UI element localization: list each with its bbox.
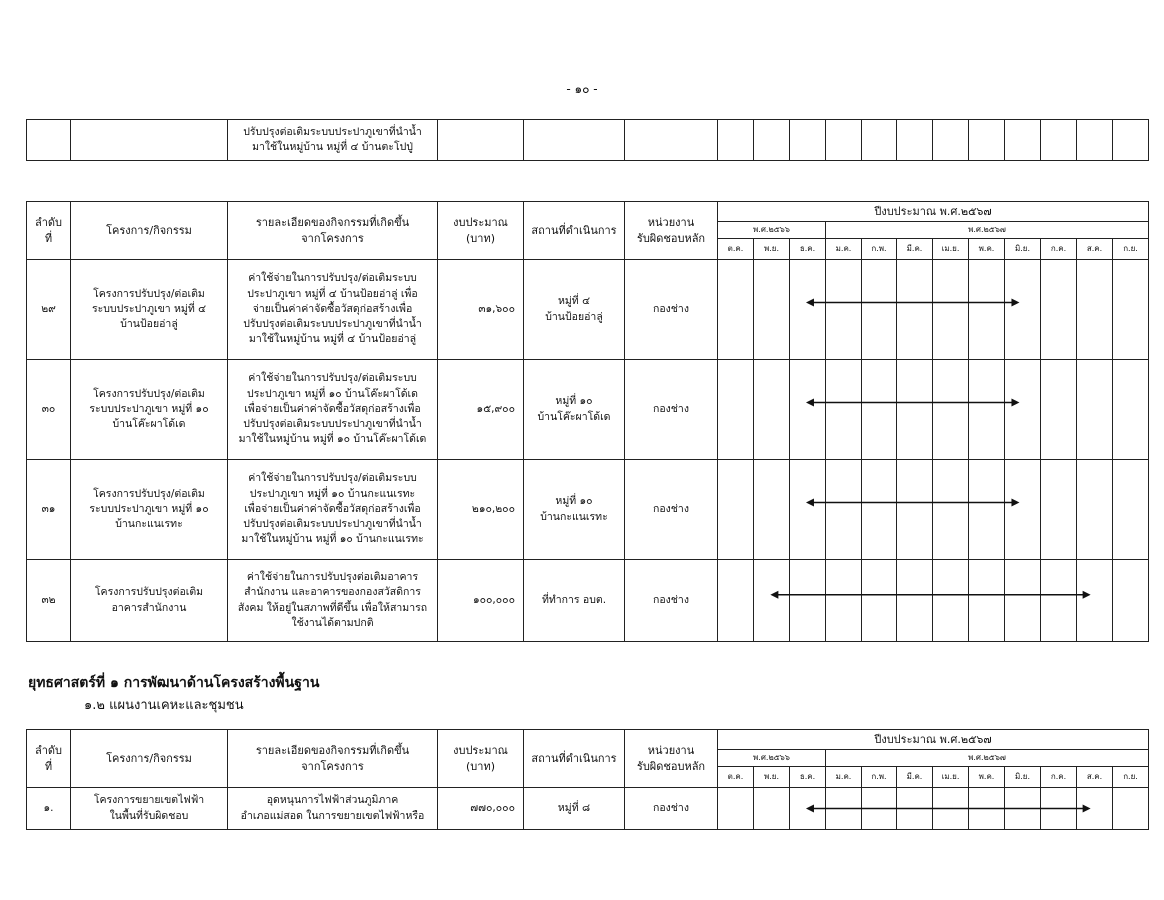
month-cell <box>790 788 826 830</box>
month-cell <box>1077 260 1113 360</box>
month-cell <box>933 360 969 460</box>
header-year-a: พ.ศ.๒๕๖๖ <box>718 750 826 767</box>
month-cell <box>862 260 897 360</box>
month-cell <box>933 260 969 360</box>
month-cell <box>790 560 826 642</box>
header-no: ลำดับ ที่ <box>27 730 71 788</box>
month-cell <box>826 260 862 360</box>
month-header: เม.ย. <box>933 767 969 788</box>
month-cell <box>1077 560 1113 642</box>
header-row <box>27 202 1149 222</box>
plan-table <box>26 729 1149 830</box>
month-header: ก.พ. <box>862 239 897 260</box>
month-cell <box>1041 788 1077 830</box>
header-year-b: พ.ศ.๒๕๖๗ <box>826 222 1149 239</box>
row-unit: กองช่าง <box>625 788 718 830</box>
month-cell <box>1005 260 1041 360</box>
row-unit: กองช่าง <box>625 360 718 460</box>
month-cell <box>1077 360 1113 460</box>
header-no: ลำดับ ที่ <box>27 202 71 260</box>
month-cell <box>862 360 897 460</box>
month-header: มิ.ย. <box>1005 767 1041 788</box>
month-header: พ.ค. <box>969 239 1005 260</box>
month-cell <box>754 560 790 642</box>
header-budget: งบประมาณ (บาท) <box>438 730 524 788</box>
month-cell <box>1005 460 1041 560</box>
month-cell <box>862 788 897 830</box>
row-budget: ๑๕,๙๐๐ <box>438 360 524 460</box>
continued-detail: ปรับปรุงต่อเติมระบบประปาภูเขาที่นำน้ำ มาใช้ในหมู่บ้าน หมู่ที่ ๔ บ้านตะโปปู่ <box>228 120 438 161</box>
month-header: มี.ค. <box>897 239 933 260</box>
project-row <box>27 360 1149 460</box>
month-header: พ.ย. <box>754 767 790 788</box>
month-header: ธ.ค. <box>790 767 826 788</box>
header-row <box>27 730 1149 750</box>
row-project: โครงการปรับปรุง/ต่อเติม ระบบประปาภูเขา หมู่ที่ ๑๐ บ้านกะแนเรทะ <box>71 460 228 560</box>
row-location: ที่ทำการ อบต. <box>524 560 625 642</box>
month-cell <box>969 788 1005 830</box>
month-header: ธ.ค. <box>790 239 826 260</box>
month-header: ส.ค. <box>1077 767 1113 788</box>
header-fiscal-year: ปีงบประมาณ พ.ศ.๒๕๖๗ <box>718 202 1149 222</box>
row-budget: ๗๗๐,๐๐๐ <box>438 788 524 830</box>
header-unit: หน่วยงาน รับผิดชอบหลัก <box>625 730 718 788</box>
month-cell <box>1041 460 1077 560</box>
month-cell <box>1113 260 1149 360</box>
month-header: ก.ย. <box>1113 767 1149 788</box>
month-cell <box>790 260 826 360</box>
month-cell <box>897 560 933 642</box>
month-cell <box>897 460 933 560</box>
project-table <box>26 201 1149 642</box>
row-no: ๑. <box>27 788 71 830</box>
header-budget: งบประมาณ (บาท) <box>438 202 524 260</box>
row-detail: อุดหนุนการไฟฟ้าส่วนภูมิภาค อำเภอแม่สอด ในการขยายเขตไฟฟ้าหรือ <box>228 788 438 830</box>
month-header: ก.ค. <box>1041 767 1077 788</box>
page-number: - ๑๐ - <box>566 82 598 96</box>
month-cell <box>826 460 862 560</box>
month-header: ม.ค. <box>826 767 862 788</box>
month-header: มิ.ย. <box>1005 239 1041 260</box>
header-location: สถานที่ดำเนินการ <box>524 730 625 788</box>
month-cell <box>790 360 826 460</box>
header-detail: รายละเอียดของกิจกรรมที่เกิดขึ้น จากโครงการ <box>228 202 438 260</box>
row-detail: ค่าใช้จ่ายในการปรับปรุง/ต่อเติมระบบ ประปาภูเขา หมู่ที่ ๑๐ บ้านโค๊ะผาโด้เด เพื่อจ่ายเป็นค่าค่าจัดซื้อวัสดุก่อสร้างเพื่อ ปรับปรุงต่อเติมระบบประปาภูเขาที่นำน้ำ มาใช้ในหมู่บ้าน หมู่ที่ ๑๐ บ้านโค๊ะผาโด้เด <box>228 360 438 460</box>
month-header: ต.ค. <box>718 239 754 260</box>
month-cell <box>718 360 754 460</box>
row-detail: ค่าใช้จ่ายในการปรับปรุงต่อเติมอาคาร สำนักงาน และอาคารของกองสวัสดิการ สังคม ให้อยู่ในสภาพที่ดีขึ้น เพื่อให้สามารถ ใช้งานได้ตามปกติ <box>228 560 438 642</box>
month-cell <box>1113 788 1149 830</box>
row-budget: ๓๑,๖๐๐ <box>438 260 524 360</box>
month-header: เม.ย. <box>933 239 969 260</box>
month-cell <box>1041 560 1077 642</box>
month-cell <box>933 560 969 642</box>
month-header: ก.พ. <box>862 767 897 788</box>
month-header: มี.ค. <box>897 767 933 788</box>
month-cell <box>1113 560 1149 642</box>
month-cell <box>1041 360 1077 460</box>
month-cell <box>826 560 862 642</box>
month-cell <box>718 560 754 642</box>
header-detail: รายละเอียดของกิจกรรมที่เกิดขึ้น จากโครงการ <box>228 730 438 788</box>
month-cell <box>897 260 933 360</box>
header-project: โครงการ/กิจกรรม <box>71 730 228 788</box>
month-cell <box>1005 560 1041 642</box>
row-unit: กองช่าง <box>625 460 718 560</box>
month-cell <box>1077 788 1113 830</box>
row-project: โครงการปรับปรุง/ต่อเติม ระบบประปาภูเขา หมู่ที่ ๑๐ บ้านโค๊ะผาโด้เด <box>71 360 228 460</box>
header-year-a: พ.ศ.๒๕๖๖ <box>718 222 826 239</box>
project-row <box>27 788 1149 830</box>
header-location: สถานที่ดำเนินการ <box>524 202 625 260</box>
row-no: ๒๙ <box>27 260 71 360</box>
row-location: หมู่ที่ ๔ บ้านป้อยอ่าลู่ <box>524 260 625 360</box>
month-header: ส.ค. <box>1077 239 1113 260</box>
month-cell <box>969 260 1005 360</box>
row-detail: ค่าใช้จ่ายในการปรับปรุง/ต่อเติมระบบ ประปาภูเขา หมู่ที่ ๔ บ้านป้อยอ่าลู่ เพื่อ จ่ายเป็นค่าค่าจัดซื้อวัสดุก่อสร้างเพื่อ ปรับปรุงต่อเติมระบบประปาภูเขาที่นำน้ำ มาใช้ในหมู่บ้าน หมู่ที่ ๔ บ้านป้อยอ่าลู่ <box>228 260 438 360</box>
project-row <box>27 560 1149 642</box>
header-year-b: พ.ศ.๒๕๖๗ <box>826 750 1149 767</box>
month-header: พ.ค. <box>969 767 1005 788</box>
month-cell <box>933 788 969 830</box>
continued-table <box>26 119 1149 161</box>
month-cell <box>933 460 969 560</box>
header-unit: หน่วยงาน รับผิดชอบหลัก <box>625 202 718 260</box>
month-cell <box>1113 460 1149 560</box>
month-header: ต.ค. <box>718 767 754 788</box>
month-header: ม.ค. <box>826 239 862 260</box>
row-unit: กองช่าง <box>625 260 718 360</box>
month-cell <box>1041 260 1077 360</box>
project-row <box>27 260 1149 360</box>
month-cell <box>826 360 862 460</box>
row-project: โครงการปรับปรุง/ต่อเติม ระบบประปาภูเขา หมู่ที่ ๔ บ้านป้อยอ่าลู่ <box>71 260 228 360</box>
month-cell <box>1113 360 1149 460</box>
month-header: พ.ย. <box>754 239 790 260</box>
row-no: ๓๒ <box>27 560 71 642</box>
month-cell <box>1005 360 1041 460</box>
month-cell <box>1005 788 1041 830</box>
continued-row <box>27 120 1149 161</box>
month-cell <box>826 788 862 830</box>
month-cell <box>969 460 1005 560</box>
month-cell <box>718 460 754 560</box>
header-fiscal-year: ปีงบประมาณ พ.ศ.๒๕๖๗ <box>718 730 1149 750</box>
month-cell <box>790 460 826 560</box>
month-cell <box>897 788 933 830</box>
row-detail: ค่าใช้จ่ายในการปรับปรุง/ต่อเติมระบบ ประปาภูเขา หมู่ที่ ๑๐ บ้านกะแนเรทะ เพื่อจ่ายเป็นค่าค่าจัดซื้อวัสดุก่อสร้างเพื่อ ปรับปรุงต่อเติมระบบประปาภูเขาที่นำน้ำ มาใช้ในหมู่บ้าน หมู่ที่ ๑๐ บ้านกะแนเรทะ <box>228 460 438 560</box>
month-cell <box>862 460 897 560</box>
row-budget: ๑๐๐,๐๐๐ <box>438 560 524 642</box>
month-cell <box>754 788 790 830</box>
month-cell <box>718 788 754 830</box>
plan-heading: ๑.๒ แผนงานเคหะและชุมชน <box>84 698 244 713</box>
month-cell <box>754 460 790 560</box>
row-project: โครงการปรับปรุงต่อเติม อาคารสำนักงาน <box>71 560 228 642</box>
project-row <box>27 460 1149 560</box>
month-cell <box>754 260 790 360</box>
row-location: หมู่ที่ ๑๐ บ้านโค๊ะผาโด้เด <box>524 360 625 460</box>
row-budget: ๒๑๐,๒๐๐ <box>438 460 524 560</box>
month-cell <box>718 260 754 360</box>
month-header: ก.ย. <box>1113 239 1149 260</box>
row-location: หมู่ที่ ๘ <box>524 788 625 830</box>
row-no: ๓๐ <box>27 360 71 460</box>
month-cell <box>1077 460 1113 560</box>
month-cell <box>862 560 897 642</box>
month-cell <box>754 360 790 460</box>
row-unit: กองช่าง <box>625 560 718 642</box>
month-header: ก.ค. <box>1041 239 1077 260</box>
strategy-heading: ยุทธศาสตร์ที่ ๑ การพัฒนาด้านโครงสร้างพื้นฐาน <box>28 675 320 691</box>
month-cell <box>969 560 1005 642</box>
month-cell <box>969 360 1005 460</box>
row-no: ๓๑ <box>27 460 71 560</box>
month-cell <box>897 360 933 460</box>
row-project: โครงการขยายเขตไฟฟ้า ในพื้นที่รับผิดชอบ <box>71 788 228 830</box>
row-location: หมู่ที่ ๑๐ บ้านกะแนเรทะ <box>524 460 625 560</box>
header-project: โครงการ/กิจกรรม <box>71 202 228 260</box>
